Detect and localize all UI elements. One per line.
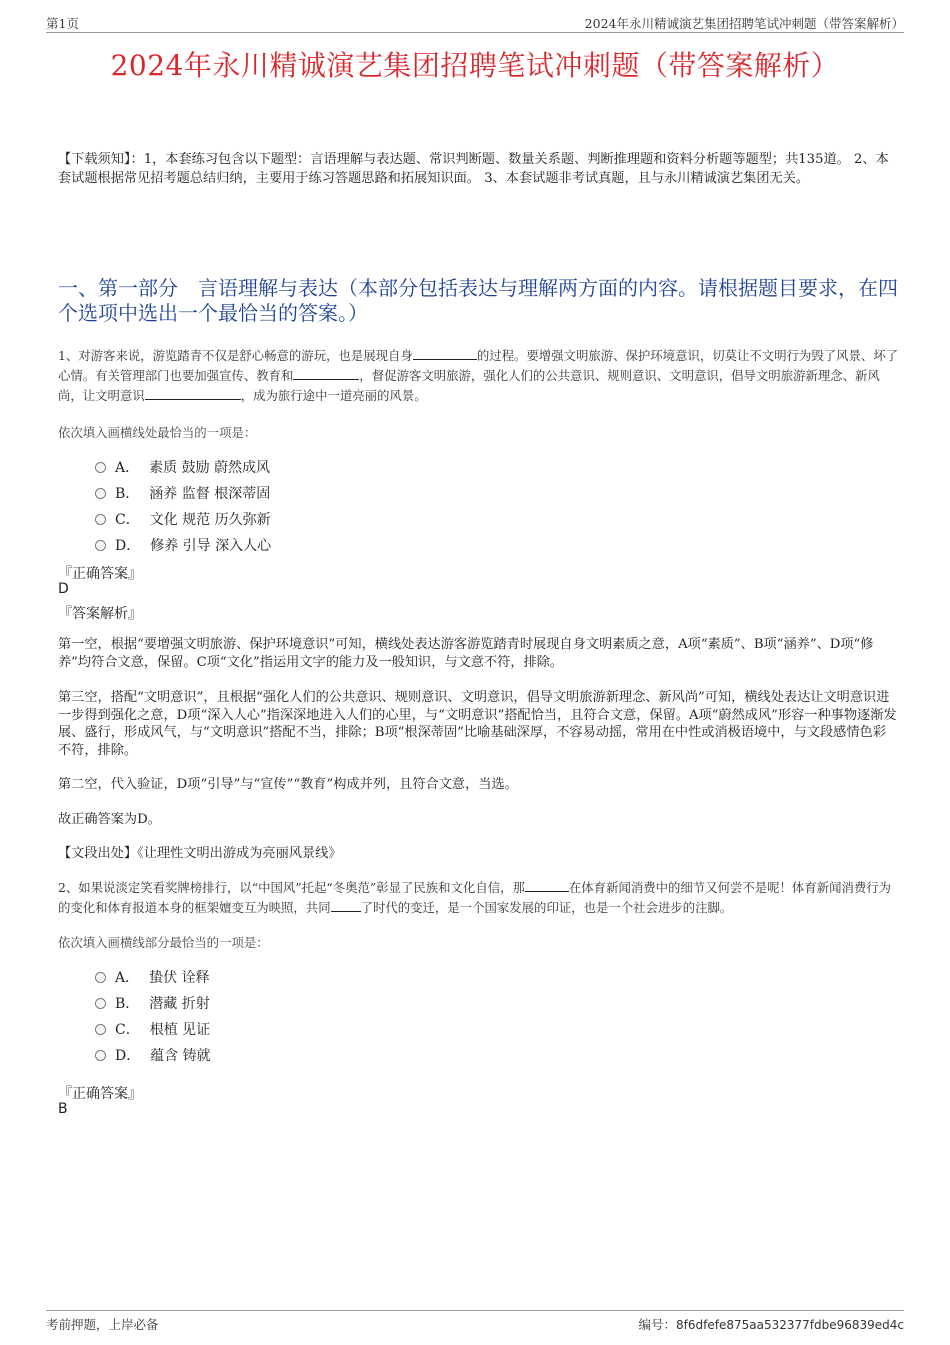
download-notice: 【下载须知】：1，本套练习包含以下题型：言语理解与表达题、常识判断题、数量关系题、判断推理题和资料分析题等题型；共135道。 2、本套试题根据常见招考题总结归纳，主要用于练习答题思路和拓展知识面。 3、本套试题非考试真题，且与永川精诚演艺集团无关。 (58, 152, 889, 186)
correct-answer: D (58, 581, 69, 597)
fill-blank (293, 366, 359, 380)
question-2-text: 2、如果说淡定笑看奖牌榜排行，以“中国风”托起“冬奥范”彰显了民族和文化自信，那 在体育新闻消费中的细节又何尝不是呢！体育新闻消费行为的变化和体育报道本身的框架嬗变互为映照，共同 了时代的变迁，是一个国家发展的印证，也是一个社会进步的注脚。 (58, 880, 892, 915)
correct-answer-label: 『正确答案』 (58, 566, 142, 582)
radio-icon[interactable] (95, 1050, 106, 1061)
fill-blank (413, 346, 477, 360)
radio-icon[interactable] (95, 998, 106, 1009)
question-1-text: 1、对游客来说，游览踏青不仅是舒心畅意的游玩，也是展现自身 的过程。要增强文明旅游、保护环境意识，切莫让不文明行为毁了风景、坏了心情。有关管理部门也要加强宣传、教育和 ，督促游客文明旅游，强化人们的公共意识、规则意识、文明意识，倡导文明旅游新理念、新风尚，让文明意识 ，成为旅行途中一道亮丽的风景。 (58, 348, 899, 403)
option-d[interactable]: D． 修养 引导 深入人心 (95, 532, 271, 558)
question-2-options (95, 964, 211, 1068)
passage-source: 【文段出处】《让理性文明出游成为亮丽风景线》 (58, 846, 342, 861)
analysis-label: 『答案解析』 (58, 606, 142, 622)
radio-icon[interactable] (95, 540, 106, 551)
section-heading: 一、第一部分 言语理解与表达（本部分包括表达与理解两方面的内容。请根据题目要求，在四个选项中选出一个最恰当的答案。） (58, 276, 898, 325)
option-a[interactable]: A． 素质 鼓励 蔚然成风 (95, 454, 271, 480)
header-doc-title: 2024年永川精诚演艺集团招聘笔试冲刺题（带答案解析） (584, 16, 904, 31)
option-c[interactable]: C． 根植 见证 (95, 1016, 211, 1042)
correct-answer: B (58, 1101, 68, 1117)
option-d[interactable]: D． 蕴含 铸就 (95, 1042, 211, 1068)
radio-icon[interactable] (95, 514, 106, 525)
fill-blank (331, 898, 361, 912)
analysis-paragraph: 第三空，搭配“文明意识”，且根据“强化人们的公共意识、规则意识、文明意识，倡导文明旅游新理念、新风尚”可知，横线处表达让文明意识进一步得到强化之意，D项“深入人心”指深深地进入人们的心里，与“文明意识”搭配恰当，且符合文意，保留。A项“蔚然成风”形容一种事物逐渐发展、盛行，形成风气，与“文明意识”搭配不当，排除；B项“根深蒂固”比喻基础深厚，不容易动摇，常用在中性或消极语境中，与文段感情色彩不符，排除。 (58, 690, 897, 758)
page-number: 第1页 (46, 16, 79, 31)
fill-blank (145, 386, 241, 400)
question-2-prompt: 依次填入画横线部分最恰当的一项是： (58, 935, 269, 950)
question-1-prompt: 依次填入画横线处最恰当的一项是： (58, 425, 257, 440)
analysis-conclusion: 故正确答案为D。 (58, 812, 161, 827)
document-title: 2024年永川精诚演艺集团招聘笔试冲刺题（带答案解析） (110, 49, 840, 82)
radio-icon[interactable] (95, 462, 106, 473)
page-header (46, 14, 904, 33)
option-c[interactable]: C． 文化 规范 历久弥新 (95, 506, 271, 532)
fill-blank (525, 878, 569, 892)
question-1-options (95, 454, 271, 558)
radio-icon[interactable] (95, 972, 106, 983)
option-b[interactable]: B． 涵养 监督 根深蒂固 (95, 480, 271, 506)
option-b[interactable]: B． 潜藏 折射 (95, 990, 211, 1016)
radio-icon[interactable] (95, 1024, 106, 1035)
radio-icon[interactable] (95, 488, 106, 499)
analysis-paragraph: 第二空，代入验证，D项“引导”与“宣传”“教育”构成并列，且符合文意，当选。 (58, 777, 518, 792)
footer-slogan: 考前押题，上岸必备 (46, 1317, 159, 1332)
option-a[interactable]: A． 蛰伏 诠释 (95, 964, 211, 990)
document-code: 编号：8f6dfefe875aa532377fdbe96839ed4c (638, 1317, 904, 1332)
page-footer (46, 1310, 904, 1333)
correct-answer-label: 『正确答案』 (58, 1086, 142, 1102)
analysis-paragraph: 第一空，根据“要增强文明旅游、保护环境意识”可知，横线处表达游客游览踏青时展现自身文明素质之意，A项“素质”、B项“涵养”、D项“修养”均符合文意，保留。C项“文化”指运用文字的能力及一般知识，与文意不符，排除。 (58, 637, 874, 670)
